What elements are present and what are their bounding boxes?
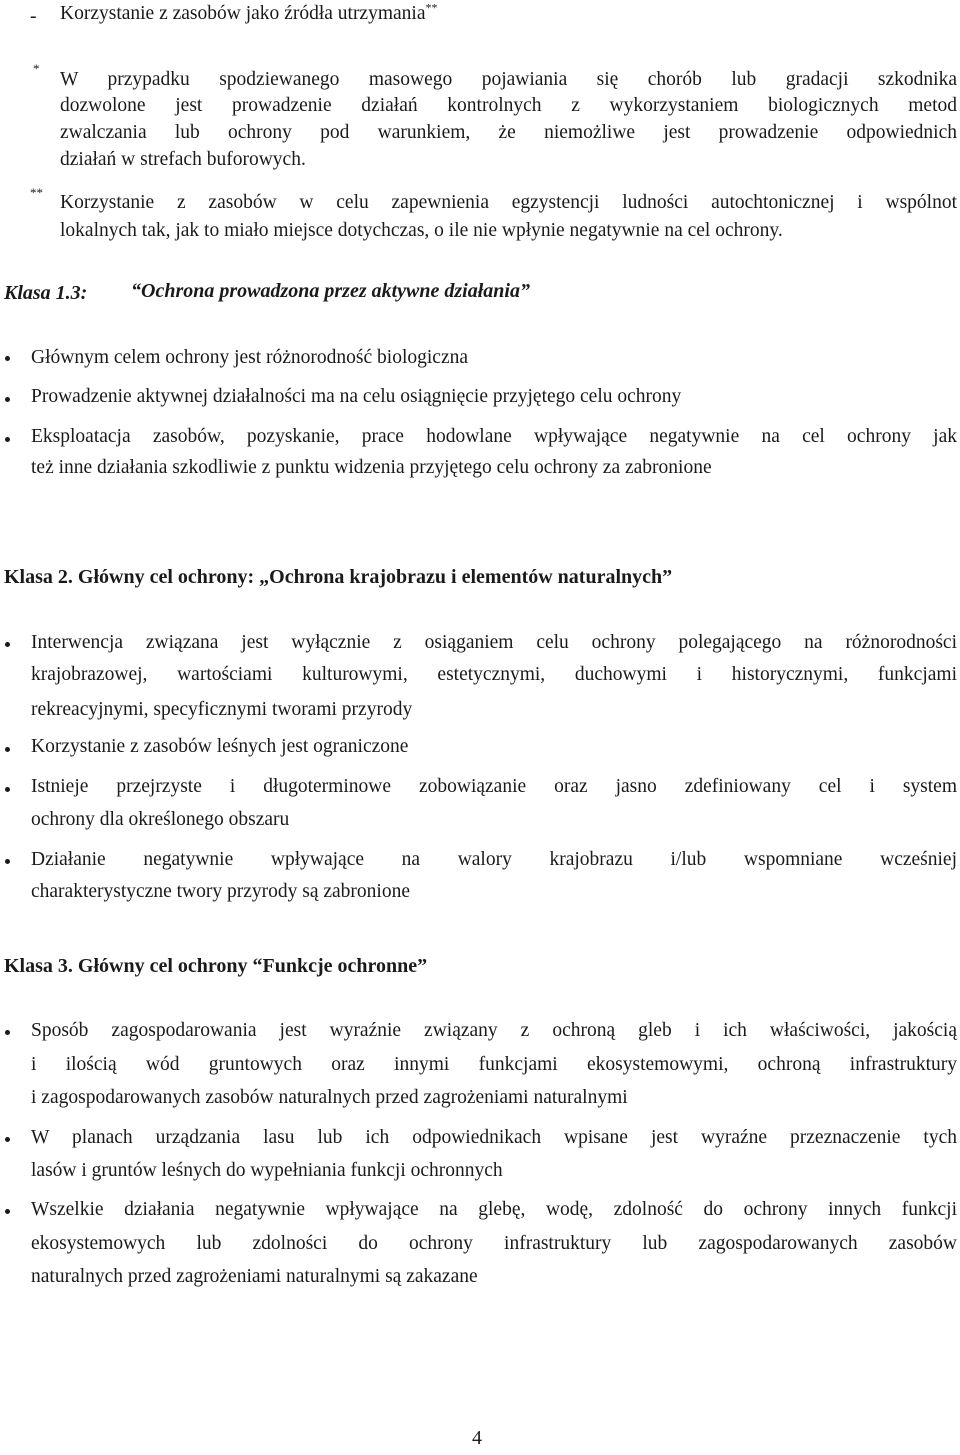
klasa-2-bullet-1-line-3: rekreacyjnymi, specyficznymi tworami przyrody	[31, 699, 413, 720]
footnote-2-mark: **	[30, 185, 43, 200]
klasa-1-3-bullet-3-line-1: Eksploatacja zasobów, pozyskanie, prace hodowlane wpływające negatywnie na cel ochrony jak	[31, 426, 957, 447]
klasa-2-bullet-4-line-2: charakterystyczne twory przyrody są zabronione	[31, 881, 411, 902]
footnote-2-line-1: Korzystanie z zasobów w celu zapewnienia egzystencji ludności autochtonicznej i wspólnot	[60, 192, 957, 213]
klasa-2-bullet-2: Korzystanie z zasobów leśnych jest ograniczone	[31, 736, 409, 757]
klasa-2-bullet-1-line-2: krajobrazowej, wartościami kulturowymi, estetycznymi, duchowymi i historycznymi, funkcjami	[31, 664, 957, 685]
klasa-1-3-bullet-2: Prowadzenie aktywnej działalności ma na celu osiągnięcie przyjętego celu ochrony	[31, 386, 682, 407]
top-item-label: Korzystanie z zasobów jako źródła utrzymania	[60, 3, 426, 24]
klasa-2-heading: Klasa 2. Główny cel ochrony: „Ochrona krajobrazu i elementów naturalnych”	[4, 566, 673, 588]
klasa-3-bullet-3-line-1: Wszelkie działania negatywnie wpływające na glebę, wodę, zdolność do ochrony innych funkcji	[31, 1199, 957, 1220]
bullet-icon	[5, 642, 10, 647]
klasa-2-bullet-3-line-1: Istnieje przejrzyste i długoterminowe zobowiązanie oraz jasno zdefiniowany cel i system	[31, 776, 957, 797]
bullet-icon	[5, 859, 10, 864]
footnote-1-mark: *	[33, 61, 40, 76]
top-item-dash: -	[30, 6, 37, 27]
klasa-3-bullet-1-line-3: i zagospodarowanych zasobów naturalnych przed zagrożeniami naturalnymi	[31, 1087, 628, 1108]
footnote-2-line-2: lokalnych tak, jak to miało miejsce dotychczas, o ile nie wpłynie negatywnie na cel ochrony.	[60, 220, 783, 241]
bullet-icon	[5, 787, 10, 792]
bullet-icon	[5, 437, 10, 442]
bullet-icon	[5, 1030, 10, 1035]
klasa-1-3-bullet-3-line-2: też inne działania szkodliwie z punktu widzenia przyjętego celu ochrony za zabronione	[31, 457, 712, 478]
klasa-3-bullet-1-line-2: i ilością wód gruntowych oraz innymi funkcjami ekosystemowymi, ochroną infrastruktury	[31, 1054, 957, 1075]
klasa-1-3-title: “Ochrona prowadzona przez aktywne działania”	[131, 280, 530, 302]
footnote-1-line-2: dozwolone jest prowadzenie działań kontrolnych z wykorzystaniem biologicznych metod	[60, 95, 957, 116]
footnote-1-line-3: zwalczania lub ochrony pod warunkiem, że niemożliwe jest prowadzenie odpowiednich	[60, 122, 957, 143]
bullet-icon	[5, 747, 10, 752]
bullet-icon	[5, 397, 10, 402]
klasa-2-bullet-1-line-1: Interwencja związana jest wyłącznie z osiąganiem celu ochrony polegającego na różnorodności	[31, 632, 957, 653]
footnote-1-line-1: W przypadku spodziewanego masowego pojawiania się chorób lub gradacji szkodnika	[60, 69, 957, 90]
klasa-3-bullet-3-line-3: naturalnych przed zagrożeniami naturalnymi są zakazane	[31, 1266, 478, 1287]
page-number: 4	[472, 1427, 482, 1449]
klasa-3-bullet-1-line-1: Sposób zagospodarowania jest wyraźnie związany z ochroną gleb i ich właściwości, jakością	[31, 1020, 957, 1041]
footnote-1-line-4: działań w strefach buforowych.	[60, 149, 306, 170]
klasa-2-bullet-3-line-2: ochrony dla określonego obszaru	[31, 809, 290, 830]
bullet-icon	[5, 1137, 10, 1142]
bullet-icon	[5, 356, 10, 361]
top-item-footnote-mark: **	[425, 0, 438, 15]
klasa-3-bullet-2-line-1: W planach urządzania lasu lub ich odpowiednikach wpisane jest wyraźne przeznaczenie tych	[31, 1127, 957, 1148]
top-item-text	[60, 0, 438, 24]
klasa-2-bullet-4-line-1: Działanie negatywnie wpływające na walory krajobrazu i/lub wspomniane wcześniej	[31, 849, 957, 870]
klasa-1-3-label: Klasa 1.3:	[4, 282, 88, 304]
klasa-1-3-bullet-1: Głównym celem ochrony jest różnorodność biologiczna	[31, 347, 469, 368]
bullet-icon	[5, 1209, 10, 1214]
klasa-3-bullet-2-line-2: lasów i gruntów leśnych do wypełniania funkcji ochronnych	[31, 1160, 503, 1181]
klasa-3-heading: Klasa 3. Główny cel ochrony “Funkcje ochronne”	[4, 955, 428, 977]
klasa-3-bullet-3-line-2: ekosystemowych lub zdolności do ochrony infrastruktury lub zagospodarowanych zasobów	[31, 1233, 957, 1254]
